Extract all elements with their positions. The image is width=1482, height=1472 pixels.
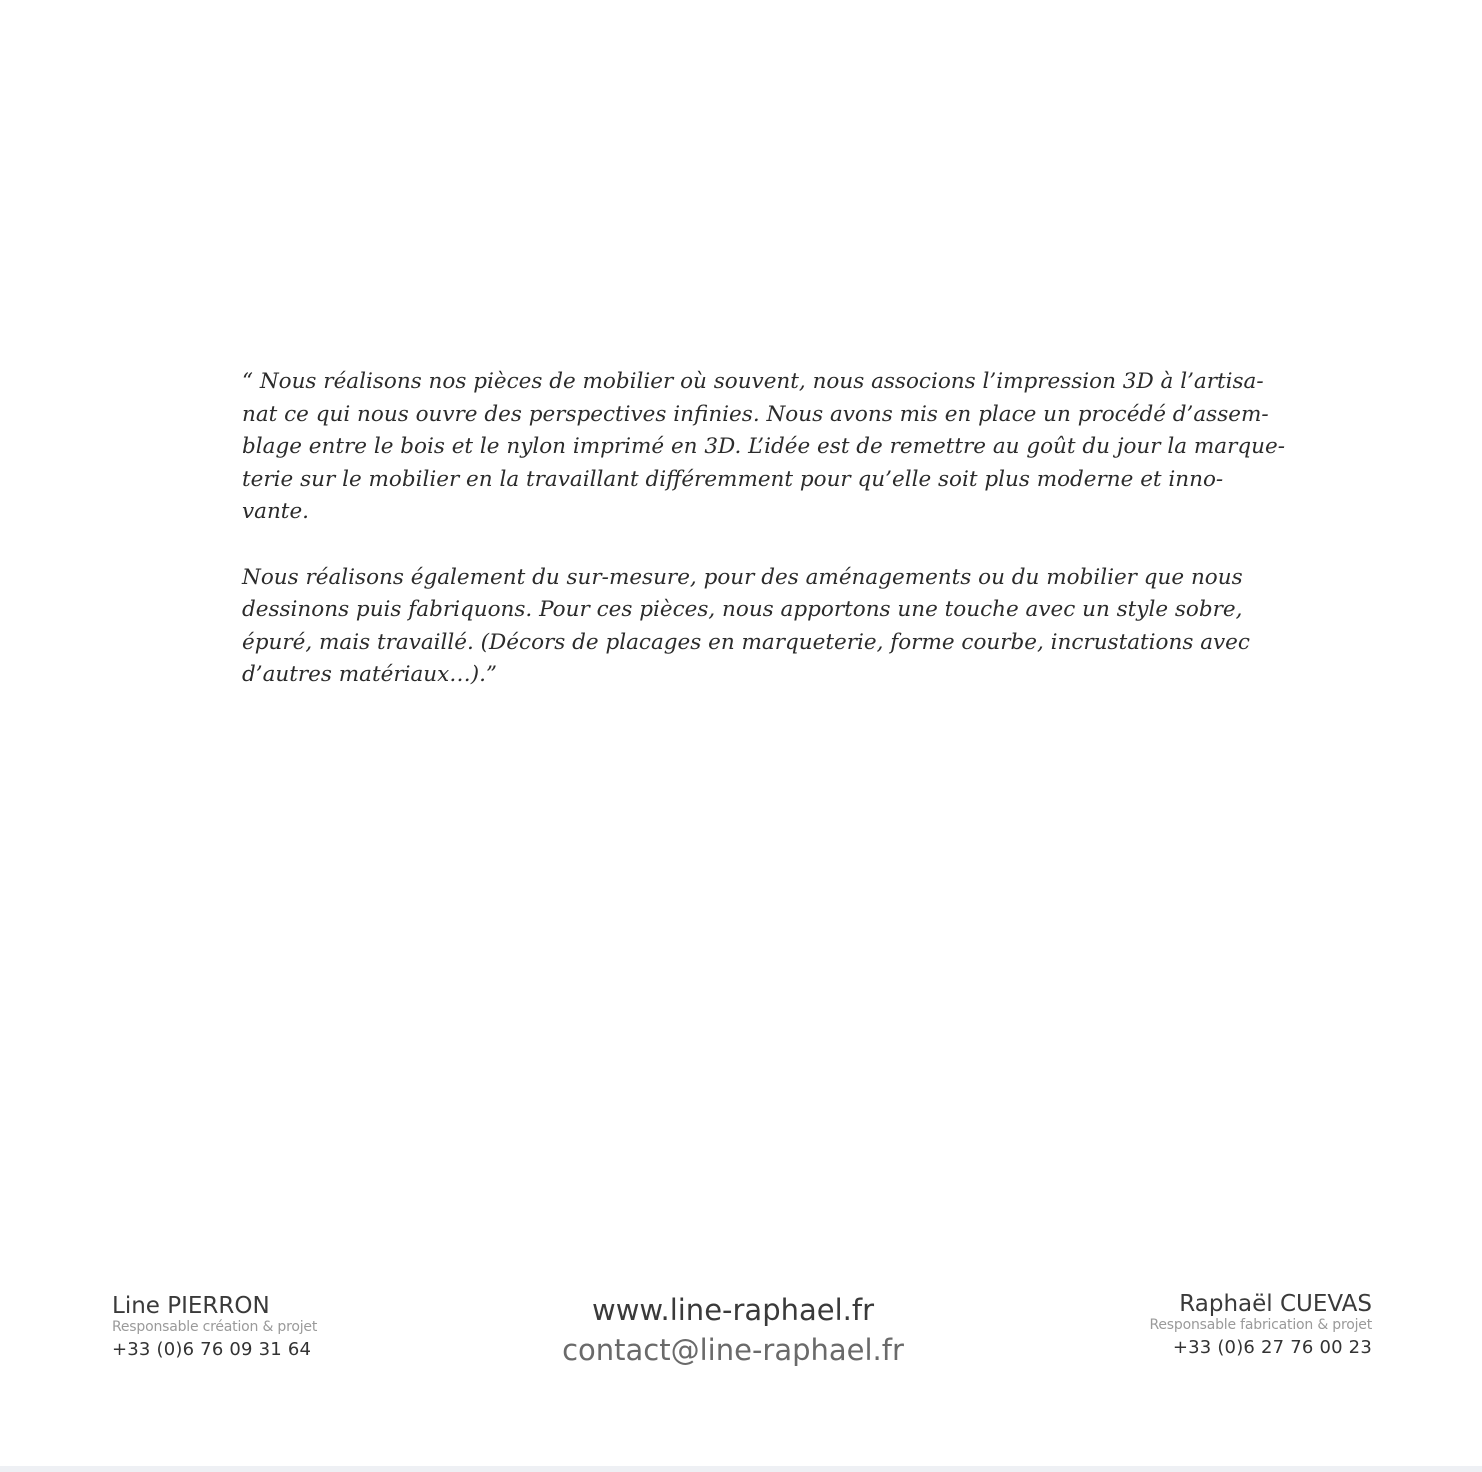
- quote-line: dessinons puis fabriquons. Pour ces pièces, nous apportons une touche avec un style sobre,: [242, 597, 1243, 623]
- page-bottom-edge: [0, 1466, 1482, 1472]
- contact-role: Responsable création & projet: [112, 1319, 318, 1335]
- contact-raphael-cuevas: [1150, 1291, 1373, 1362]
- website-contact-block: [433, 1290, 1033, 1370]
- quote-paragraph-1: [242, 366, 1285, 529]
- quote-line: blage entre le bois et le nylon imprimé en 3D. L’idée est de remettre au goût du jour la marque-: [242, 434, 1285, 460]
- website-link[interactable]: www.line-raphael.fr: [591, 1293, 874, 1327]
- email-link[interactable]: contact@line-raphael.fr: [562, 1333, 904, 1367]
- contact-name: Raphaël CUEVAS: [1179, 1291, 1372, 1317]
- quote-text: [242, 366, 1285, 692]
- quote-paragraph-2: [242, 562, 1250, 692]
- contact-role: Responsable fabrication & projet: [1149, 1317, 1372, 1333]
- quote-line: épuré, mais travaillé. (Décors de placages en marqueterie, forme courbe, incrustations avec: [242, 629, 1250, 655]
- quote-line: vante.: [242, 499, 310, 525]
- contact-name: Line PIERRON: [112, 1293, 270, 1319]
- contact-phone[interactable]: +33 (0)6 27 76 00 23: [1172, 1337, 1372, 1358]
- contact-phone[interactable]: +33 (0)6 76 09 31 64: [112, 1339, 312, 1360]
- quote-line: nat ce qui nous ouvre des perspectives infinies. Nous avons mis en place un procédé d’assem-: [242, 401, 1269, 427]
- quote-line: “ Nous réalisons nos pièces de mobilier où souvent, nous associons l’impression 3D à l’artisa-: [242, 369, 1264, 394]
- contact-line-pierron: [112, 1293, 317, 1364]
- quote-line: Nous réalisons également du sur-mesure, pour des aménagements ou du mobilier que nous: [242, 564, 1243, 590]
- quote-line: d’autres matériaux…).”: [242, 662, 497, 688]
- quote-line: terie sur le mobilier en la travaillant différemment pour qu’elle soit plus moderne et inno-: [242, 466, 1224, 492]
